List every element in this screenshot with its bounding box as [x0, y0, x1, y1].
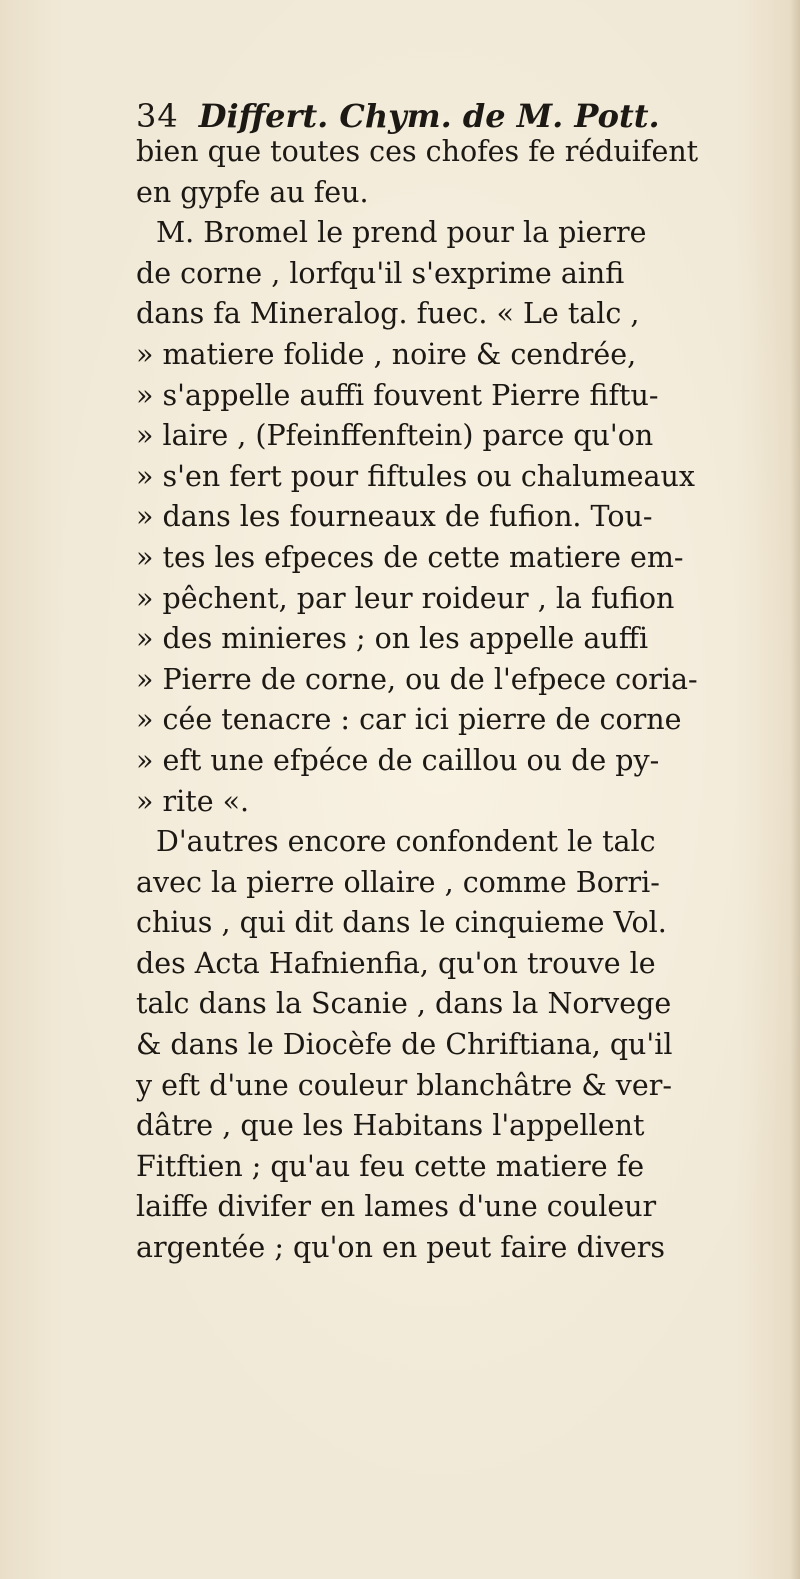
text-line: » des minieres ; on les appelle auffi	[136, 622, 649, 656]
body-text	[136, 132, 788, 1269]
text-line: en gypfe au feu.	[136, 175, 369, 209]
text-line: » cée tenacre : car ici pierre de corne	[136, 703, 682, 737]
text-line: & dans le Diocèfe de Chriftiana, qu'il	[136, 1028, 673, 1062]
page-edge-shadow	[790, 0, 800, 1579]
text-line: » matiere folide , noire & cendrée,	[136, 337, 637, 371]
text-line: Fitftien ; qu'au feu cette matiere fe	[136, 1149, 645, 1183]
text-line: » rite «.	[136, 784, 250, 818]
text-line: bien que toutes ces chofes fe réduifent	[136, 135, 699, 168]
page-number: 34	[136, 97, 179, 135]
text-line: chius , qui dit dans le cinquieme Vol.	[136, 906, 667, 940]
text-line: » laire , (Pfeinffenftein) parce qu'on	[136, 419, 654, 453]
running-title: Differt. Chym. de M. Pott.	[198, 97, 660, 135]
text-line: » tes les efpeces de cette matiere em-	[136, 540, 684, 574]
text-line: des Acta Hafnienfia, qu'on trouve le	[136, 946, 656, 980]
text-line: dâtre , que les Habitans l'appellent	[136, 1109, 645, 1143]
text-line: » s'en fert pour fiftules ou chalumeaux	[136, 459, 695, 493]
text-line: D'autres encore confondent le talc	[156, 825, 656, 859]
text-line: laiffe divifer en lames d'une couleur	[136, 1190, 657, 1224]
text-line: » s'appelle auffi fouvent Pierre fiftu-	[136, 378, 659, 412]
text-line: y eft d'une couleur blanchâtre & ver-	[136, 1068, 672, 1102]
running-head	[136, 96, 776, 136]
text-line: » eft une efpéce de caillou ou de py-	[136, 743, 660, 777]
text-line: M. Bromel le prend pour la pierre	[156, 216, 647, 250]
text-line: » dans les fourneaux de fufion. Tou-	[136, 500, 653, 534]
text-line: » Pierre de corne, ou de l'efpece coria-	[136, 662, 698, 696]
text-line: avec la pierre ollaire , comme Borri-	[136, 865, 660, 899]
text-line: dans fa Mineralog. fuec. « Le talc ,	[136, 297, 640, 331]
text-line: » pêchent, par leur roideur , la fufion	[136, 581, 675, 615]
text-line: de corne , lorfqu'il s'exprime ainfi	[136, 256, 625, 290]
text-line: argentée ; qu'on en peut faire divers	[136, 1231, 666, 1265]
text-line: talc dans la Scanie , dans la Norvege	[136, 987, 672, 1021]
